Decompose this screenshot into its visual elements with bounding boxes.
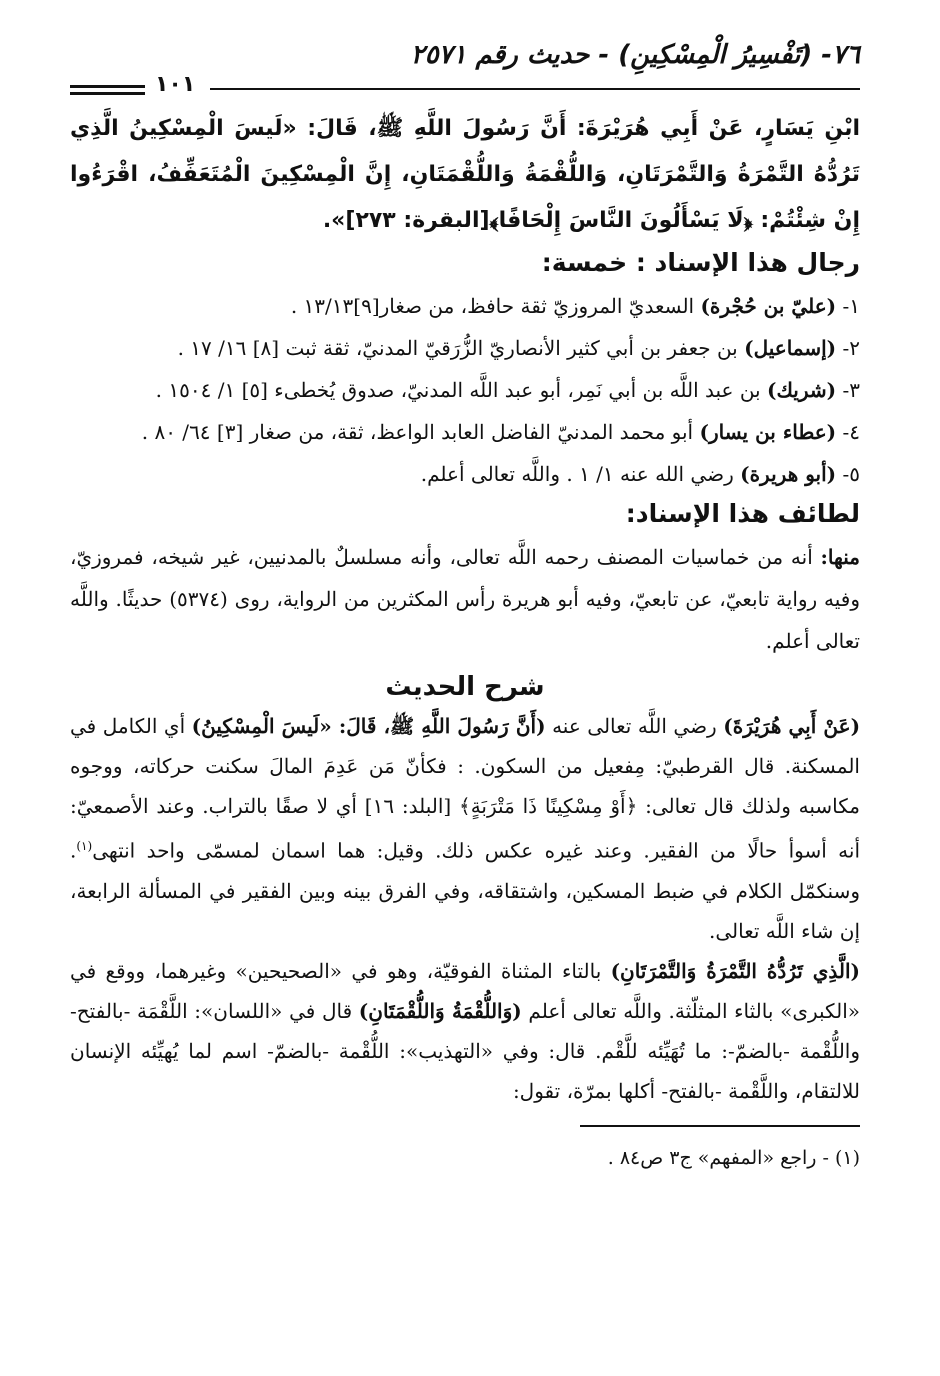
lataif-text: منها: أنه من خماسيات المصنف رحمه اللَّه تعالى، وأنه مسلسلٌ بالمدنيين، غير شيخه، فمروزيّ، وفيه رواية تابعيّ، عن تابعيّ، وفيه أبو هريرة رأس المكثرين من الرواية، روى (٥٣٧٤) حديثًا. واللَّه تعالى أعلم. xyxy=(70,545,860,653)
footnote-rule xyxy=(580,1125,860,1127)
header-rule xyxy=(210,88,860,90)
header-double-rule xyxy=(70,85,145,95)
rijal-heading: رجال هذا الإسناد : خمسة: xyxy=(541,248,860,277)
narrator-item: ٤- (عطاء بن يسار) أبو محمد المدنيّ الفاضل العابد الواعظ، ثقة، من صغار [٣] ٦٤/ ٨٠ . xyxy=(141,420,860,444)
narrator-item: ١- (عليّ بن حُجْرة) السعديّ المروزيّ ثقة حافظ، من صغار[٩]١٣/١٣ . xyxy=(290,294,860,318)
sharh-paragraph: (عَنْ أَبِي هُرَيْرَةَ) رضي اللَّه تعالى عنه (أَنَّ رَسُولَ اللَّهِ ﷺ، قَالَ: «لَيسَ الْمِسْكِينُ) أي الكامل في المسكنة. قال القرطبيّ: مِفعيل من السكون. : فكأنّ مَن عَدِمَ المالَ سكنت حركاته، ووجوه مكاسبه ولذلك قال تعالى: ﴿أَوْ مِسْكِينًا ذَا مَتْرَبَةٍ﴾ [البلد: ١٦] أي لا صقًا بالتراب. وعند الأصمعيّ: أنه أسوأ حالًا من الفقير. وعند غيره عكس ذلك. وقيل: هما اسمان لمسمّى واحد انتهى$^{(١)}$. وسنكمّل الكلام في ضبط المسكين، واشتقاقه، وفي الفرق بينه وبين الفقير في المسألة الرابعة، إن شاء اللَّه تعالى. xyxy=(70,714,861,943)
document-page xyxy=(70,40,860,1169)
footnote: (١) - راجع «المفهم» ج٣ ص٨٤ . xyxy=(607,1146,860,1169)
running-title: ٧٦- (تَفْسِيرُ الْمِسْكِينِ) - حديث رقم ٢٥٧١ xyxy=(410,40,860,70)
narrator-item: ٣- (شريك) بن عبد اللَّه بن أبي نَمِر، أبو عبد اللَّه المدنيّ، صدوق يُخطىء [٥] ١/ ١٥٠٤ . xyxy=(155,378,860,402)
narrator-item: ٢- (إسماعيل) بن جعفر بن أبي كثير الأنصاريّ الزُّرَقيّ المدنيّ، ثقة ثبت [٨] ١٦/ ١٧ . xyxy=(177,336,860,360)
page-header xyxy=(70,40,860,100)
hadith-text: ابْنِ يَسَارٍ، عَنْ أَبِي هُرَيْرَةَ: أَنَّ رَسُولَ اللَّهِ ﷺ، قَالَ: «لَيسَ الْمِسْكِينُ الَّذِي تَرُدُّهُ التَّمْرَةُ وَالتَّمْرَتَانِ، وَاللُّقْمَةُ وَاللُّقْمَتَانِ، إِنَّ الْمِسْكِينَ الْمُتَعَفِّفُ، اقْرَءُوا إِنْ شِئْتُمْ: ﴿لَا يَسْأَلُونَ النَّاسَ إِلْحَافًا﴾[البقرة: ٢٧٣]». xyxy=(70,116,860,233)
lataif-heading: لطائف هذا الإسناد: xyxy=(625,499,860,528)
page-number: ١٠١ xyxy=(155,72,196,97)
sharh-body xyxy=(70,706,860,1111)
sharh-heading: شرح الحديث xyxy=(385,672,545,702)
narrator-list xyxy=(70,285,860,495)
footnote-marker: (١) xyxy=(76,839,93,853)
sharh-paragraph: (الَّذِي تَرُدُّهُ التَّمْرَةُ وَالتَّمْرَتَانِ) بالتاء المثناة الفوقيّة، وهو في «الصحيحين» وغيرهما، ووقع في «الكبرى» بالثاء المثلّثة. واللَّه تعالى أعلم (وَاللُّقْمَةُ وَاللُّقْمَتَانِ) قال في «اللسان»: اللَّقْمَة -بالفتح- واللُّقْمة -بالضمّ-: ما تُهَيِّئه للَّقْم. قال: وفي «التهذيب»: اللُّقْمة -بالضمّ- اسم لما يُهيِّئه الإنسان للالتقام، واللَّقْمة -بالفتح- أكلها بمرّة، تقول: xyxy=(70,958,861,1103)
narrator-item: ٥- (أبو هريرة) رضي الله عنه ١/ ١ . واللَّه تعالى أعلم. xyxy=(420,462,860,486)
